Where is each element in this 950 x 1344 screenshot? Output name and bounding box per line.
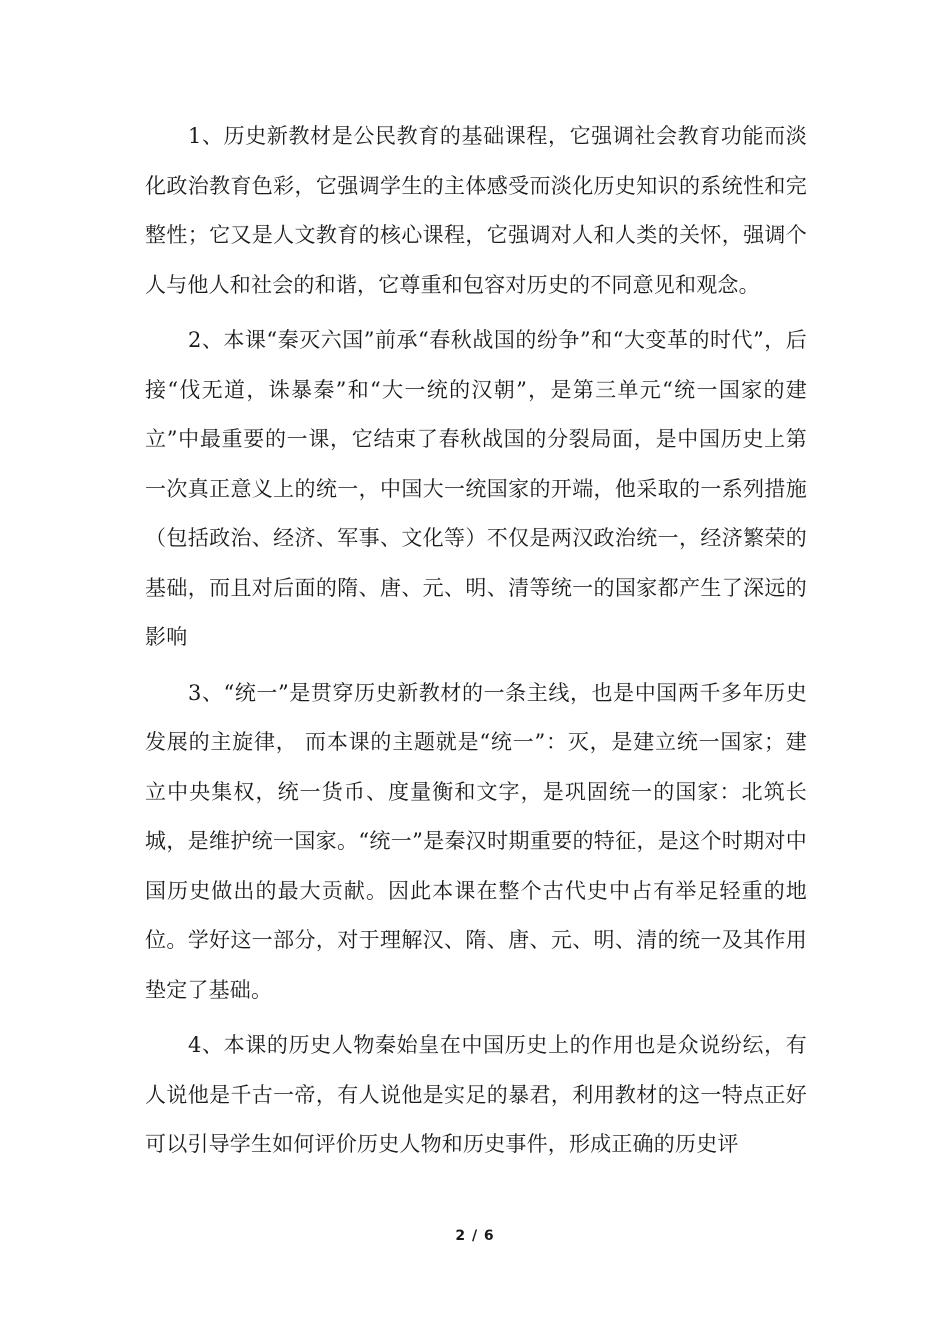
- paragraph-3: 3、“统一”是贯穿历史新教材的一条主线，也是中国两千多年历史发展的主旋律， 而本课的主题就是“统一”：灭，是建立统一国家；建立中央集权，统一货币、度量衡和文字，是巩固统一的国家：北筑长城，是维护统一国家。“统一”是秦汉时期重要的特征，是这个时期对中国历史做出的最大贡献。因此本课在整个古代史中占有举足轻重的地位。学好这一部分，对于理解汉、隋、唐、元、明、清的统一及其作用垫定了基础。: [145, 680, 807, 1002]
- document-body: [145, 112, 807, 1170]
- page-number: 2 / 6: [455, 1228, 495, 1244]
- paragraph-2: 2、本课“秦灭六国”前承“春秋战国的纷争”和“大变革的时代”，后接“伐无道，诛暴秦”和“大一统的汉朝”，是第三单元“统一国家的建立”中最重要的一课，它结束了春秋战国的分裂局面，是中国历史上第一次真正意义上的统一，中国大一统国家的开端，他采取的一系列措施（包括政治、经济、军事、文化等）不仅是两汉政治统一，经济繁荣的基础，而且对后面的隋、唐、元、明、清等统一的国家都产生了深远的影响: [145, 328, 807, 649]
- paragraph-4: 4、本课的历史人物秦始皇在中国历史上的作用也是众说纷纭，有人说他是千古一帝，有人说他是实足的暴君，利用教材的这一特点正好可以引导学生如何评价历史人物和历史事件，形成正确的历史评: [145, 1033, 807, 1156]
- paragraph-1: 1、历史新教材是公民教育的基础课程，它强调社会教育功能而淡化政治教育色彩，它强调学生的主体感受而淡化历史知识的系统性和完整性；它又是人文教育的核心课程，它强调对人和人类的关怀，强调个人与他人和社会的和谐，它尊重和包容对历史的不同意见和观念。: [145, 124, 807, 297]
